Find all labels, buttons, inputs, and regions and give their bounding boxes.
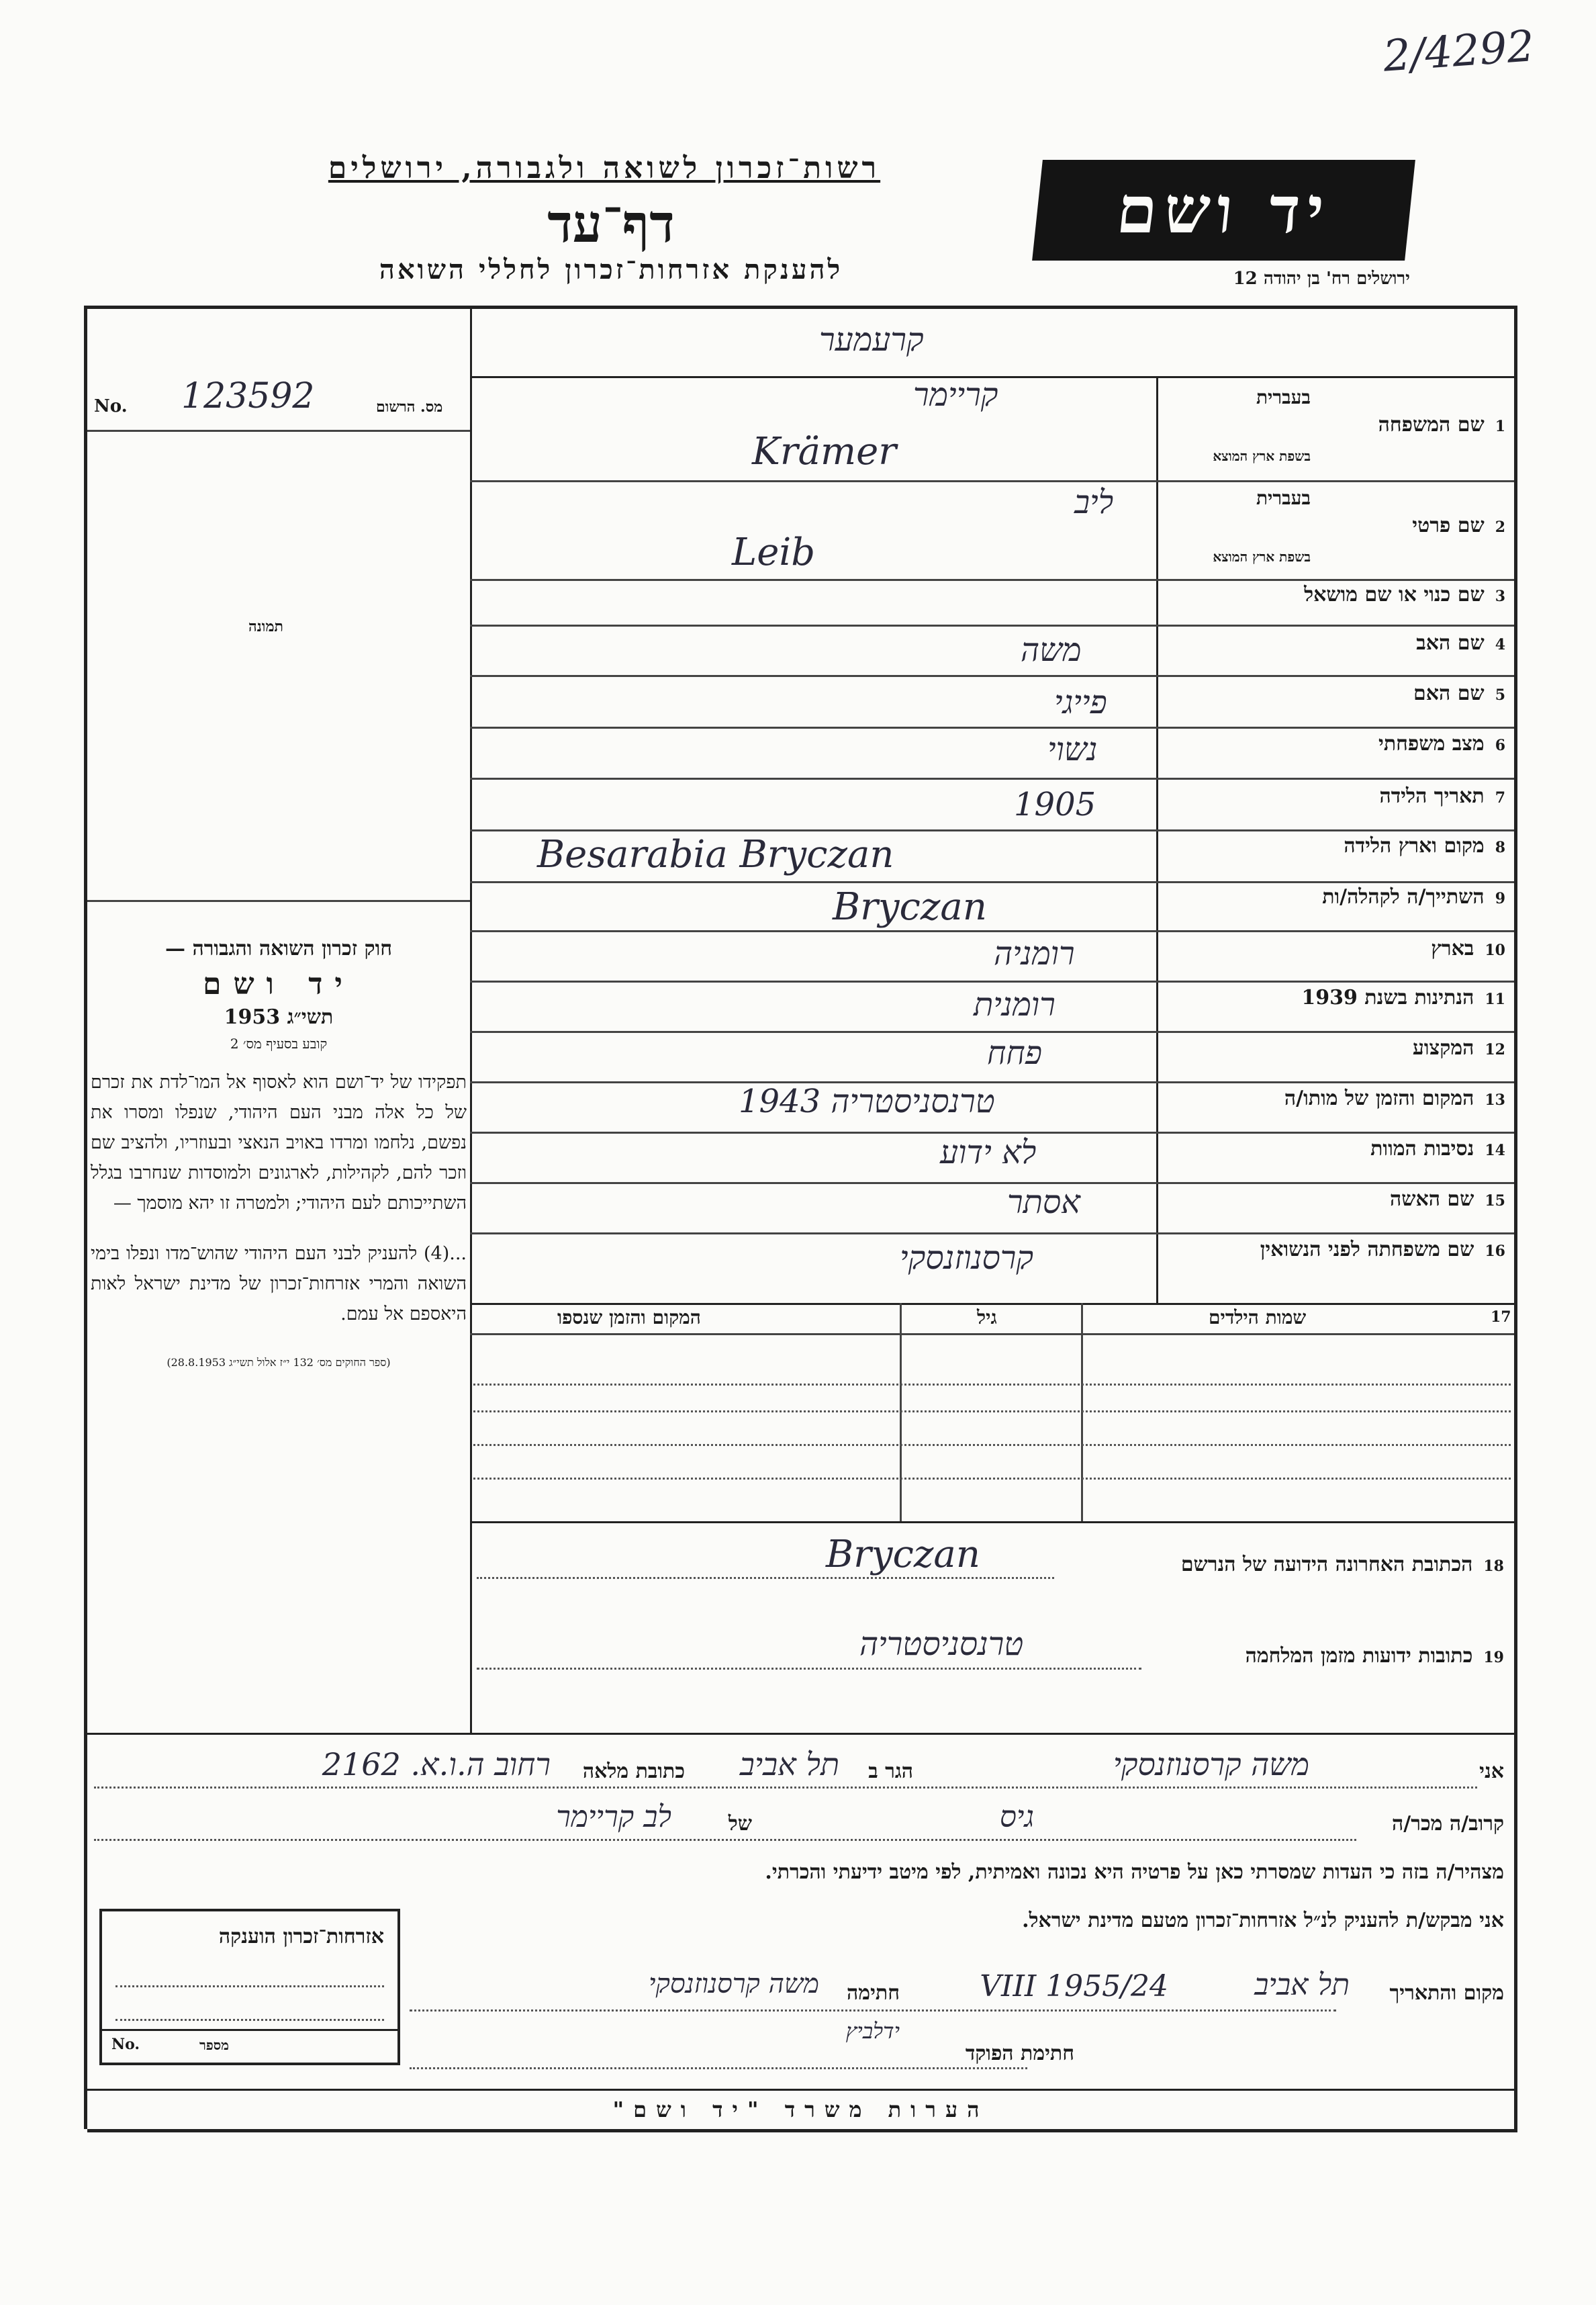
last-address-line xyxy=(477,1577,1054,1579)
frame-left xyxy=(84,306,87,2129)
table-bottom xyxy=(470,1521,1514,1523)
row-line xyxy=(470,881,1514,883)
citizenship-granted-box xyxy=(99,1909,400,2065)
field-label-text: הכתובת האחרונה הידועה של הנרשם xyxy=(1180,1553,1473,1576)
field-label-text: שם האם xyxy=(1413,682,1485,705)
page-subtitle: להענקת אזרחות־זכרון לחללי השואה xyxy=(379,254,843,285)
table-row-line xyxy=(473,1384,1511,1386)
lives-in-label: הגר ב xyxy=(868,1760,913,1783)
first-name-native-value: Leib xyxy=(732,531,816,574)
frame-bottom xyxy=(87,2129,1517,2132)
field-label-text: השתייך/ה לקהלה/ות xyxy=(1322,885,1485,909)
page-title: דף־עד xyxy=(547,193,675,255)
signature-value: משה קרסנוזנסקי xyxy=(648,1969,819,1999)
office-notes-footer: הערות משרד "יד ושם" xyxy=(612,2097,989,2122)
relation-value: גיס xyxy=(999,1800,1034,1834)
place-date-label: מקום והתאריך xyxy=(1389,1981,1504,2005)
surname-native-value: Krämer xyxy=(752,430,897,473)
children-place-time-header: המקום והזמן שנספו xyxy=(557,1306,701,1328)
row-line xyxy=(470,727,1514,729)
law-clause: קובע בסעיף מס׳ 2 xyxy=(230,1036,328,1052)
field-number: 10 xyxy=(1485,942,1505,959)
declaration-line-1 xyxy=(94,1787,1477,1789)
law-citation: (ספר החוקים מס׳ 132 י״ז אלול תשי״ג 28.8.1953) xyxy=(167,1356,391,1369)
table-row-line xyxy=(473,1478,1511,1480)
field-label xyxy=(1156,784,1505,808)
field-label xyxy=(1156,1137,1505,1161)
stamp-box-number-label: מספר xyxy=(199,2037,229,2053)
children-age-header: גיל xyxy=(977,1306,997,1328)
logo-address: ירושלים רח' בן יהודה 12 xyxy=(1233,269,1410,289)
field-number: 8 xyxy=(1495,839,1505,856)
birth-place-value: Besarabia Bryczan xyxy=(537,833,894,876)
law-paragraph-2: ...(4) להעניק לבני העם היהודי שהוש־מדו ונפלו בימי השואה והמרי אזרחות־זכרון של מדינת ישראל לאות היאספם אל עמם. xyxy=(91,1243,467,1324)
field-number: 9 xyxy=(1495,890,1505,907)
officer-signature-line xyxy=(410,2067,1027,2069)
table-row-line xyxy=(473,1410,1511,1412)
field-label-text: נסיבות המוות xyxy=(1370,1137,1474,1161)
declaration-line-2 xyxy=(94,1839,1356,1841)
surname-hebrew-value: קריימר xyxy=(913,376,998,414)
field-label-text: שם האב xyxy=(1416,631,1485,655)
field-number: 19 xyxy=(1483,1649,1504,1666)
country-value: רומניה xyxy=(994,935,1075,973)
law-name: יד ושם xyxy=(203,967,355,1001)
field-number: 15 xyxy=(1485,1192,1505,1210)
field-label-text: שם המשפחה xyxy=(1378,413,1485,437)
archive-number: 2/4292 xyxy=(1381,21,1536,82)
field-number: 4 xyxy=(1495,636,1505,653)
field-last-address xyxy=(1054,1553,1504,1576)
registration-number: 123592 xyxy=(181,376,315,416)
field-label-text: בארץ xyxy=(1431,937,1474,960)
stamp-box-title: אזרחות־זכרון הוענקה xyxy=(218,1925,384,1948)
law-block xyxy=(91,937,467,1369)
field-label-text: כתובות ידועות מזמן המלחמה xyxy=(1245,1644,1473,1668)
signature-label: חתימה xyxy=(847,1981,900,2005)
of-value: לב קריימר xyxy=(556,1800,671,1834)
community-value: Bryczan xyxy=(833,885,987,929)
field-label xyxy=(1156,413,1505,437)
field-label xyxy=(1156,937,1505,960)
field-number: 12 xyxy=(1485,1041,1505,1058)
field-label xyxy=(1156,732,1505,756)
frame-right xyxy=(1514,306,1517,2129)
field-number: 11 xyxy=(1485,991,1505,1008)
declarant-name: משה קרסנוזנסקי xyxy=(1113,1746,1309,1782)
last-address-value: Bryczan xyxy=(826,1533,980,1576)
relation-label: קרוב/ה מכר/ה xyxy=(1392,1812,1504,1836)
wartime-addresses-line xyxy=(477,1668,1141,1670)
field-label xyxy=(1156,986,1505,1009)
maiden-name-value: קרסנוזנסקי xyxy=(900,1239,1034,1277)
stamp-box-divider xyxy=(102,2029,397,2031)
field-first-name xyxy=(1156,487,1505,581)
registration-row-bottom xyxy=(87,430,470,432)
field-number: 14 xyxy=(1485,1142,1505,1159)
photo-label: תמונה xyxy=(248,618,283,635)
row-line xyxy=(470,675,1514,677)
surname-top-value: קרעמער xyxy=(819,321,924,359)
first-name-hebrew-value: ליב xyxy=(1074,484,1114,521)
field-number: 3 xyxy=(1495,588,1505,605)
table-top xyxy=(470,1303,1514,1305)
field-number: 1 xyxy=(1495,418,1505,435)
field-number: 5 xyxy=(1495,686,1505,704)
law-year: תשי״ג 1953 xyxy=(224,1005,334,1029)
photo-area-bottom xyxy=(87,900,470,902)
native-label: בשפת ארץ המוצא xyxy=(1213,448,1311,464)
law-paragraph-1: תפקידו של יד־ושם הוא לאסוף אל המו־לדת את זכרם של כל אלה מבני העם היהודי, שנפלו ומסרו את נפשם, נלחמו ומרדו באויב הנאצי ובעוזריו, ולהציב שם וזכר להם, לקהילות, לארגונים ולמוסדות שנחרבו בגלל השתייכותם לעם היהודי; ולמטרה זו יהא מוסמך — xyxy=(91,1072,467,1214)
field-number: 7 xyxy=(1495,789,1505,807)
field-wartime-addresses xyxy=(1141,1644,1504,1668)
field-label-text: המקצוע xyxy=(1412,1036,1474,1060)
field-number: 13 xyxy=(1485,1091,1505,1109)
field-label xyxy=(1156,631,1505,655)
hebrew-label: בעברית xyxy=(1256,487,1311,509)
table-row-line xyxy=(473,1444,1511,1446)
registration-no-label: No. xyxy=(94,396,128,416)
stamp-box-no-label: No. xyxy=(111,2036,140,2053)
field-label xyxy=(1156,885,1505,909)
field-label-text: תאריך הלידה xyxy=(1379,784,1485,808)
field-number: 17 xyxy=(1491,1308,1511,1326)
officer-signature-label: חתימת הפוקד xyxy=(965,2042,1074,2065)
field-label xyxy=(1156,583,1505,606)
mother-name-value: פייגי xyxy=(1054,684,1107,721)
left-column-divider xyxy=(470,306,472,1733)
signature-line xyxy=(410,2009,1336,2012)
field-label-text: שם האשה xyxy=(1389,1187,1474,1211)
date-value: 24/VIII 1955 xyxy=(980,1969,1168,2003)
law-title: חוק זכרון השואה והגבורה — xyxy=(165,937,392,960)
stamp-box-line xyxy=(115,2019,384,2021)
full-address-value: רחוב ה.ו.א. 2162 xyxy=(322,1746,551,1782)
row-line xyxy=(470,1031,1514,1033)
declaration-request: אני מבקש/ת להעניק לנ״ל אזרחות־זכרון מטעם מדינת ישראל. xyxy=(1022,1909,1504,1932)
marital-status-value: נשוי xyxy=(1047,731,1098,768)
field-number: 16 xyxy=(1485,1242,1505,1260)
row-line xyxy=(470,930,1514,932)
header-authority: רשות־זכרון לשואה ולגבורה, ירושלים xyxy=(328,151,881,185)
field-number: 18 xyxy=(1483,1557,1504,1575)
stamp-box-line xyxy=(115,1985,384,1987)
place-value: תל אביב xyxy=(1254,1968,1350,2002)
row-line xyxy=(470,981,1514,983)
declaration-prefix: אני xyxy=(1479,1760,1504,1783)
officer-signature-value: ידלביץ xyxy=(845,2018,900,2044)
field-surname xyxy=(1156,386,1505,480)
field-number: 2 xyxy=(1495,518,1505,536)
wartime-addresses-value: טרנסניסטריה xyxy=(859,1625,1024,1663)
row-line xyxy=(470,1182,1514,1184)
field-label xyxy=(1156,834,1505,858)
wife-name-value: אסתר xyxy=(1007,1183,1080,1221)
field-label-text: שם כנוי או שם מושאל xyxy=(1304,583,1485,606)
of-label: של xyxy=(728,1812,752,1836)
field-label xyxy=(1156,1187,1505,1211)
lives-in-value: תל אביב xyxy=(739,1746,839,1782)
profession-value: פחח xyxy=(987,1034,1042,1072)
row-line xyxy=(470,778,1514,780)
field-label-text: הנתינות בשנת 1939 xyxy=(1301,986,1474,1009)
registration-label: מס. הרשום xyxy=(376,398,443,416)
field-label-text: מצב משפחתי xyxy=(1378,732,1485,756)
full-address-label: כתובת מלאה xyxy=(582,1760,685,1783)
father-name-value: משה xyxy=(1021,631,1082,669)
yad-vashem-logo: יד ושם xyxy=(1032,160,1415,261)
field-label xyxy=(1156,1238,1505,1261)
hebrew-label: בעברית xyxy=(1256,386,1311,408)
citizenship-value: רומנית xyxy=(974,986,1055,1024)
table-header-line xyxy=(470,1333,1514,1335)
death-circumstances-value: לא ידוע xyxy=(940,1134,1037,1171)
footer-top xyxy=(87,2089,1514,2091)
field-label xyxy=(1156,1036,1505,1060)
row-line xyxy=(470,480,1514,482)
field-number: 6 xyxy=(1495,737,1505,754)
field-label xyxy=(1156,1087,1505,1110)
declaration-statement: מצהיר/ה בזה כי העדות שמסרתי כאן על פרטיה היא נכונה ואמיתית, לפי מיטב ידיעתי והכרתי. xyxy=(765,1860,1504,1884)
death-place-time-value: טרנסניסטריה 1943 xyxy=(739,1083,995,1120)
field-label xyxy=(1156,682,1505,705)
native-label: בשפת ארץ המוצא xyxy=(1213,549,1311,565)
field-label-text: מקום וארץ הלידה xyxy=(1344,834,1485,858)
field-label-text: שם פרטי xyxy=(1412,514,1485,537)
field-label-text: המקום והזמן של מותו/ה xyxy=(1284,1087,1474,1110)
row-line xyxy=(470,1232,1514,1234)
field-label xyxy=(1156,514,1505,537)
children-names-header: שמות הילדים xyxy=(1209,1306,1307,1328)
field-label-text: שם משפחתה לפני הנשואין xyxy=(1260,1238,1474,1261)
declaration-top xyxy=(87,1733,1514,1735)
row-line xyxy=(470,625,1514,627)
frame-top xyxy=(84,306,1517,309)
birth-date-value: 1905 xyxy=(1014,786,1096,823)
row-line xyxy=(470,829,1514,831)
